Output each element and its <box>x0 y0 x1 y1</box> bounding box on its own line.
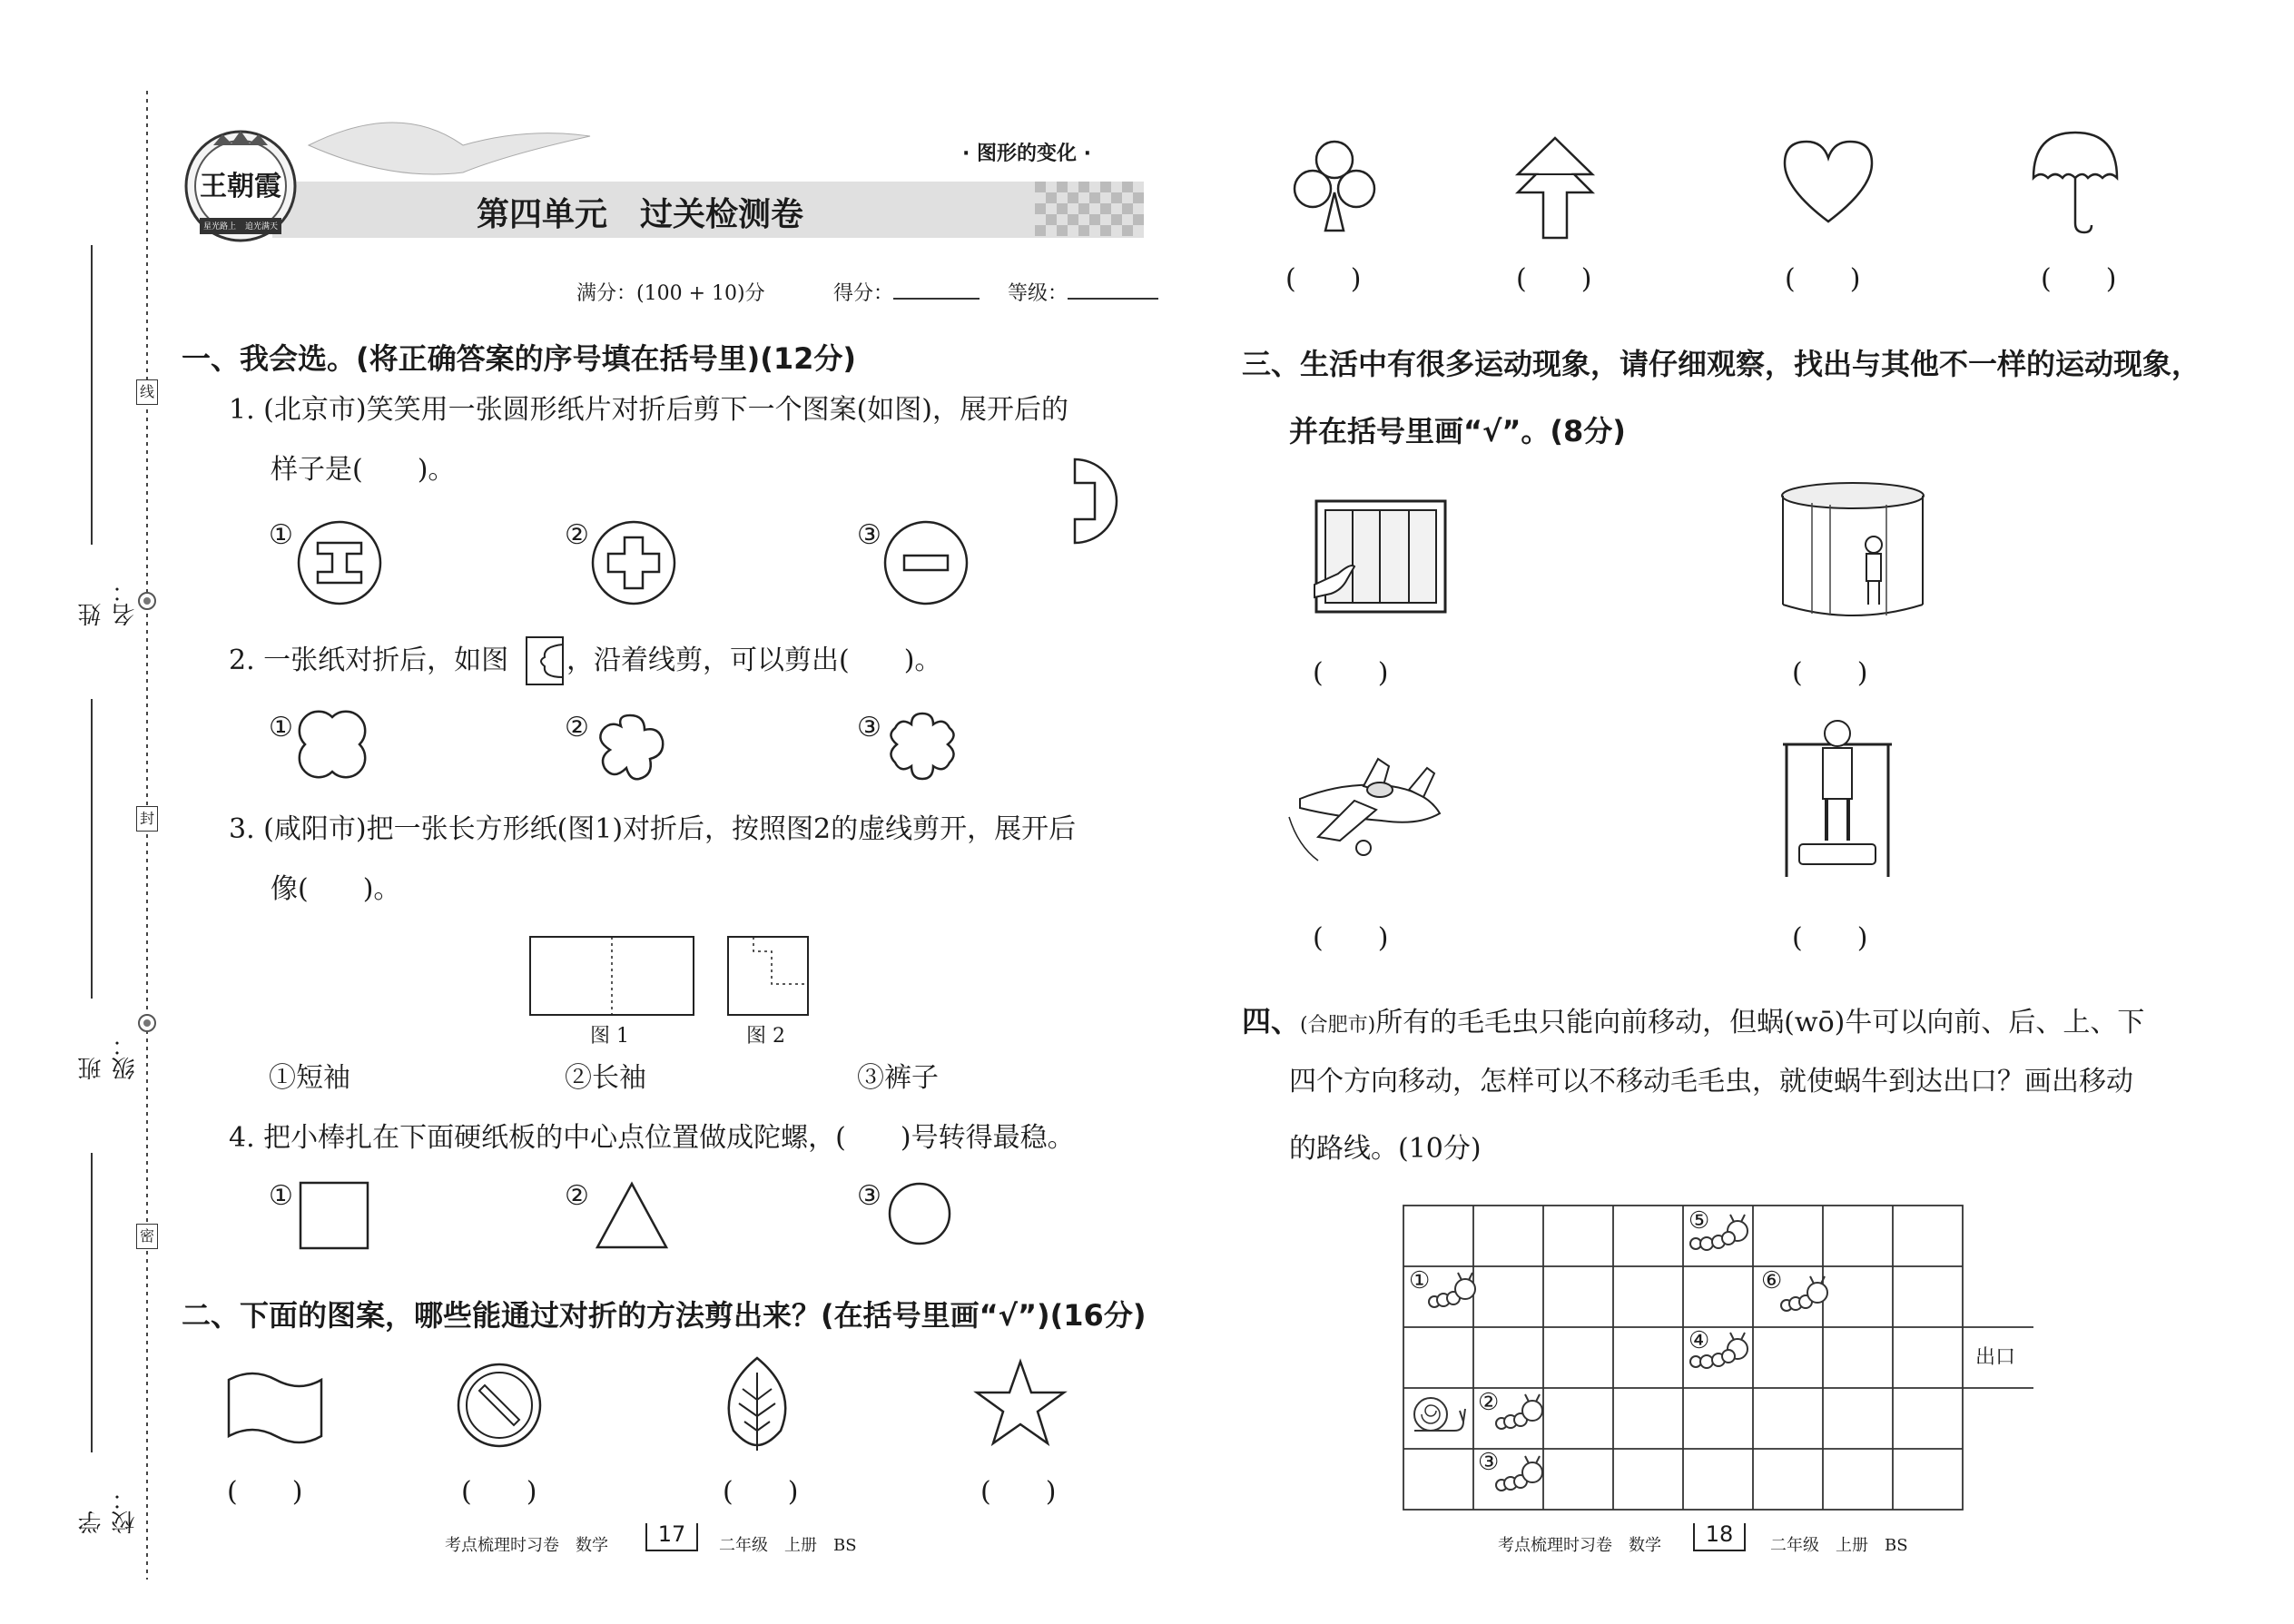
q1-option-3-label: ③ <box>857 519 881 551</box>
umbrella-icon <box>2030 129 2121 236</box>
grade-field <box>1008 278 1158 306</box>
square-option[interactable] <box>298 1180 370 1251</box>
child-on-bars-illustration <box>1779 717 1897 881</box>
i-shape-option[interactable] <box>296 519 383 606</box>
caterpillar-icon[interactable] <box>1494 1393 1545 1432</box>
s2-answer-paren-4[interactable]: ( ) <box>980 1476 1057 1508</box>
section4-line1 <box>1242 999 2144 1040</box>
page-number-left-box <box>645 1520 699 1552</box>
caterpillar-1-label: ① <box>1409 1267 1431 1294</box>
binding-mark-xian: 线 <box>136 379 158 405</box>
top-answer-paren-2[interactable]: ( ) <box>1516 263 1592 295</box>
s3-answer-paren-3[interactable]: ( ) <box>1313 922 1389 954</box>
no-sign-icon <box>454 1360 545 1451</box>
q2-text-b: ，沿着线剪，可以剪出( )。 <box>566 645 942 676</box>
folded-paper-figure <box>525 635 565 686</box>
caterpillar-5-label: ⑤ <box>1689 1207 1710 1235</box>
section4-number: 四、 <box>1242 1004 1301 1038</box>
airplane-illustration <box>1282 750 1445 871</box>
q2-option-1-label: ① <box>269 712 293 743</box>
section4-line3: 的路线。(10分) <box>1289 1133 1482 1165</box>
grade-blank[interactable] <box>1068 298 1158 300</box>
q3-option-1[interactable]: ①短袖 <box>269 1062 350 1094</box>
header-banner <box>163 109 1162 245</box>
s2-answer-paren-1[interactable]: ( ) <box>227 1476 303 1508</box>
q3-option-2[interactable]: ②长袖 <box>565 1062 646 1094</box>
binding-label-name: 姓名： <box>78 579 139 626</box>
club-icon <box>1289 136 1380 236</box>
s2-answer-paren-2[interactable]: ( ) <box>461 1476 537 1508</box>
footer-book-right: 考点梳理时习卷 数学 <box>1498 1536 1661 1555</box>
page-number-right-box <box>1692 1520 1747 1552</box>
s2-answer-paren-3[interactable]: ( ) <box>723 1476 799 1508</box>
top-answer-paren-1[interactable]: ( ) <box>1285 263 1362 295</box>
section4-text-1: 所有的毛毛虫只能向前移动，但蜗(wō)牛可以向前、后、上、下 <box>1375 1007 2145 1038</box>
q2-option-2-label: ② <box>565 712 589 743</box>
section1-title: 一、我会选。(将正确答案的序号填在括号里)(12分) <box>182 341 857 376</box>
sliding-window-illustration <box>1314 499 1447 614</box>
section4-source: (合肥市) <box>1300 1014 1376 1037</box>
section2-title: 二、下面的图案，哪些能通过对折的方法剪出来？(在括号里画“√”)(16分) <box>182 1298 1147 1333</box>
s3-answer-paren-4[interactable]: ( ) <box>1792 922 1868 954</box>
caterpillar-icon[interactable] <box>1427 1271 1478 1311</box>
binding-field-name <box>78 245 139 626</box>
section4-line2: 四个方向移动，怎样可以不移动毛毛虫，就使蜗牛到达出口？画出移动 <box>1289 1066 2133 1097</box>
exit-label: 出口 <box>1975 1346 2016 1369</box>
score-blank[interactable] <box>893 298 980 300</box>
brand-motto-right: 追光满天 <box>244 222 278 231</box>
binding-mark-feng: 封 <box>136 806 158 832</box>
binding-strip <box>78 91 154 1580</box>
star-icon <box>973 1358 1068 1449</box>
footer-grade-left: 二年级 上册 BS <box>719 1536 857 1555</box>
four-petal-flower-option[interactable] <box>296 708 369 781</box>
caterpillar-icon[interactable] <box>1779 1275 1830 1314</box>
q1-option-2-label: ② <box>565 519 589 551</box>
q1-option-1-label: ① <box>269 519 293 551</box>
rectangle-paper-figure-1 <box>528 935 695 1017</box>
score-field <box>833 278 980 306</box>
binding-field-class <box>78 699 139 1080</box>
brand-logo <box>182 127 300 245</box>
caterpillar-6-label: ⑥ <box>1761 1267 1783 1294</box>
figure-1-caption: 图 1 <box>590 1025 629 1048</box>
folded-paper-figure-2 <box>726 935 812 1017</box>
section3-title-line2: 并在括号里画“√”。(8分) <box>1289 414 1626 448</box>
q4-option-3-label: ③ <box>857 1180 881 1212</box>
top-answer-paren-4[interactable]: ( ) <box>2041 263 2117 295</box>
tree-arrow-icon <box>1514 134 1596 241</box>
q3-option-3[interactable]: ③裤子 <box>857 1062 939 1094</box>
topic-label: · 图形的变化 · <box>962 143 1092 165</box>
footer-grade-right: 二年级 上册 BS <box>1770 1536 1908 1555</box>
swirl-icon <box>136 1012 158 1034</box>
circle-option[interactable] <box>886 1180 953 1247</box>
page-number-left: 17 <box>657 1521 686 1547</box>
full-score: 满分：(100 + 10)分 <box>576 282 765 305</box>
top-answer-paren-3[interactable]: ( ) <box>1785 263 1861 295</box>
binding-label-school: 学校： <box>78 1487 139 1534</box>
heart-icon <box>1781 138 1876 227</box>
q4-line: 4. 把小棒扎在下面硬纸板的中心点位置做成陀螺，( )号转得最稳。 <box>229 1122 1075 1154</box>
binding-field-school <box>78 1153 139 1534</box>
six-petal-flower-option[interactable] <box>884 708 960 784</box>
s3-answer-paren-2[interactable]: ( ) <box>1792 657 1868 689</box>
bar-shape-option[interactable] <box>882 519 970 606</box>
caterpillar-3-label: ③ <box>1478 1449 1500 1476</box>
q4-option-1-label: ① <box>269 1180 293 1212</box>
brand-motto-left: 星光路上 <box>202 222 236 231</box>
caterpillar-icon[interactable] <box>1689 1213 1752 1253</box>
page-title: 第四单元 过关检测卷 <box>477 196 804 233</box>
q3-line1: 3. (咸阳市)把一张长方形纸(图1)对折后，按照图2的虚线剪开，展开后 <box>229 813 1077 845</box>
binding-label-class: 班级： <box>78 1033 139 1080</box>
swirl-icon <box>136 590 158 612</box>
section3-title-line1: 三、生活中有很多运动现象，请仔细观察，找出与其他不一样的运动现象， <box>1242 347 2201 381</box>
q3-line2: 像( )。 <box>271 873 401 905</box>
caterpillar-icon[interactable] <box>1494 1454 1545 1494</box>
cross-shape-option[interactable] <box>590 519 677 606</box>
q1-line1: 1. (北京市)笑笑用一张圆形纸片对折后剪下一个图案(如图)，展开后的 <box>229 394 1068 426</box>
binding-mark-mi: 密 <box>136 1224 158 1249</box>
half-circle-cut-figure <box>1071 456 1135 546</box>
page-number-right: 18 <box>1705 1521 1734 1547</box>
q1-line2: 样子是( )。 <box>271 454 456 486</box>
q4-option-2-label: ② <box>565 1180 589 1212</box>
five-petal-flower-option[interactable] <box>592 708 668 784</box>
flag-shape <box>225 1371 325 1447</box>
s3-answer-paren-1[interactable]: ( ) <box>1313 657 1389 689</box>
caterpillar-icon[interactable] <box>1689 1331 1752 1371</box>
leaf-icon <box>717 1354 799 1454</box>
triangle-option[interactable] <box>594 1180 670 1251</box>
brand-name: 王朝霞 <box>200 171 281 202</box>
grade-label: 等级： <box>1008 282 1068 305</box>
score-label: 得分： <box>833 282 894 305</box>
figure-2-caption: 图 2 <box>746 1025 785 1048</box>
snail-icon[interactable] <box>1409 1391 1469 1442</box>
revolving-door-illustration <box>1776 479 1930 623</box>
caterpillar-4-label: ④ <box>1689 1327 1710 1354</box>
q2-text-a: 2. 一张纸对折后，如图 <box>229 645 509 676</box>
footer-book-left: 考点梳理时习卷 数学 <box>445 1536 608 1555</box>
caterpillar-2-label: ② <box>1478 1389 1500 1416</box>
q2-option-3-label: ③ <box>857 712 881 743</box>
